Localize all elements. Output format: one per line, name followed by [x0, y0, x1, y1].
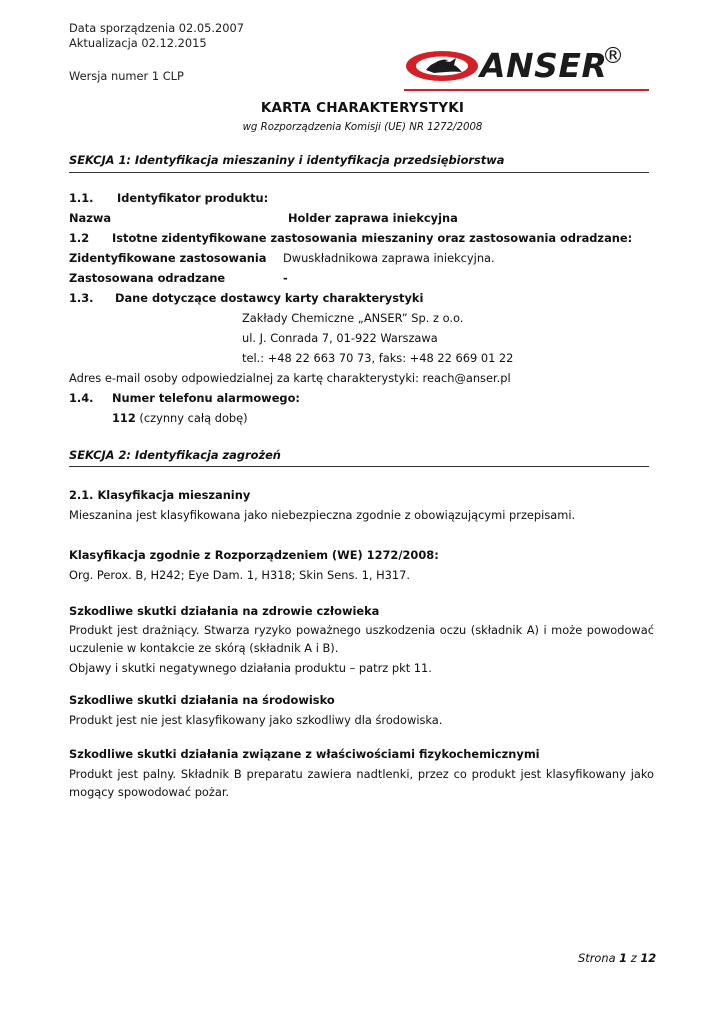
identified-uses-value: Dwuskładnikowa zaprawa iniekcyjna. [283, 251, 495, 265]
section1-heading: SEKCJA 1: Identyfikacja mieszaniny i identyfikacja przedsiębiorstwa [69, 153, 505, 167]
physchem-effects-text: Produkt jest palny. Składnik B preparatu zawiera nadtlenki, przez co produkt jest klasyfikowany jako mogący spowodować pożar. [69, 767, 654, 799]
anser-emblem-icon [404, 46, 482, 86]
s13-number: 1.3. [69, 291, 94, 305]
anser-logo-text: ANSER [480, 46, 608, 85]
s21-text: Mieszanina jest klasyfikowana jako niebezpieczna zgodnie z obowiązującymi przepisami. [69, 508, 576, 522]
advised-against-label: Zastosowana odradzane [69, 271, 226, 285]
responsible-email: Adres e-mail osoby odpowiedzialnej za kartę charakterystyki: reach@anser.pl [69, 371, 511, 385]
emergency-phone [112, 411, 248, 425]
page-separator: z [627, 951, 641, 965]
s13-title: Dane dotyczące dostawcy karty charakterystyki [115, 291, 424, 305]
emergency-note: (czynny całą dobę) [135, 411, 248, 425]
supplier-name: Zakłady Chemiczne „ANSER” Sp. z o.o. [242, 311, 464, 325]
creation-date: Data sporządzenia 02.05.2007 [69, 21, 245, 35]
document-subtitle: wg Rozporządzenia Komisji (UE) NR 1272/2008 [242, 122, 483, 133]
version-number: Wersja numer 1 CLP [69, 69, 184, 83]
identified-uses-label: Zidentyfikowane zastosowania [69, 251, 267, 265]
registered-mark: ® [602, 44, 624, 69]
environment-effects-title: Szkodliwe skutki działania na środowisko [69, 693, 335, 707]
s12-number: 1.2 [69, 231, 90, 245]
product-name-value: Holder zaprawa iniekcyjna [288, 211, 458, 225]
supplier-address: ul. J. Conrada 7, 01-922 Warszawa [242, 331, 438, 345]
document-title: KARTA CHARAKTERYSTYKI [260, 100, 465, 116]
anser-logo [404, 46, 624, 86]
page-current: 1 [619, 951, 628, 965]
section2-heading: SEKCJA 2: Identyfikacja zagrożeń [69, 448, 281, 462]
environment-effects-text: Produkt jest nie jest klasyfikowany jako szkodliwy dla środowiska. [69, 713, 443, 727]
classification-title: Klasyfikacja zgodnie z Rozporządzeniem (WE) 1272/2008: [69, 548, 439, 562]
emergency-number: 112 [112, 411, 136, 425]
page-total: 12 [640, 951, 657, 965]
s12-title: Istotne zidentyfikowane zastosowania mieszaniny oraz zastosowania odradzane: [112, 231, 633, 245]
s21-title: 2.1. Klasyfikacja mieszaniny [69, 488, 251, 502]
s14-number: 1.4. [69, 391, 94, 405]
advised-against-value: - [283, 271, 288, 285]
page-prefix: Strona [578, 951, 620, 965]
s11-number: 1.1. [69, 191, 94, 205]
supplier-phone: tel.: +48 22 663 70 73, faks: +48 22 669 01 22 [242, 351, 514, 365]
update-date: Aktualizacja 02.12.2015 [69, 36, 207, 50]
health-effects-note: Objawy i skutki negatywnego działania produktu – patrz pkt 11. [69, 661, 432, 675]
header-divider [404, 89, 649, 91]
s11-title: Identyfikator produktu: [117, 191, 269, 205]
health-effects-title: Szkodliwe skutki działania na zdrowie człowieka [69, 604, 380, 618]
classification-text: Org. Perox. B, H242; Eye Dam. 1, H318; Skin Sens. 1, H317. [69, 568, 411, 582]
page-number [578, 951, 656, 965]
physchem-effects-title: Szkodliwe skutki działania związane z właściwościami fizykochemicznymi [69, 747, 540, 761]
section1-divider [69, 172, 649, 173]
section2-divider [69, 466, 649, 467]
product-name-label: Nazwa [69, 211, 112, 225]
s14-title: Numer telefonu alarmowego: [112, 391, 300, 405]
health-effects-text: Produkt jest drażniący. Stwarza ryzyko poważnego uszkodzenia oczu (składnik A) i może powodować uczulenie w kontakcie ze skórą (składnik A i B). [69, 623, 654, 655]
